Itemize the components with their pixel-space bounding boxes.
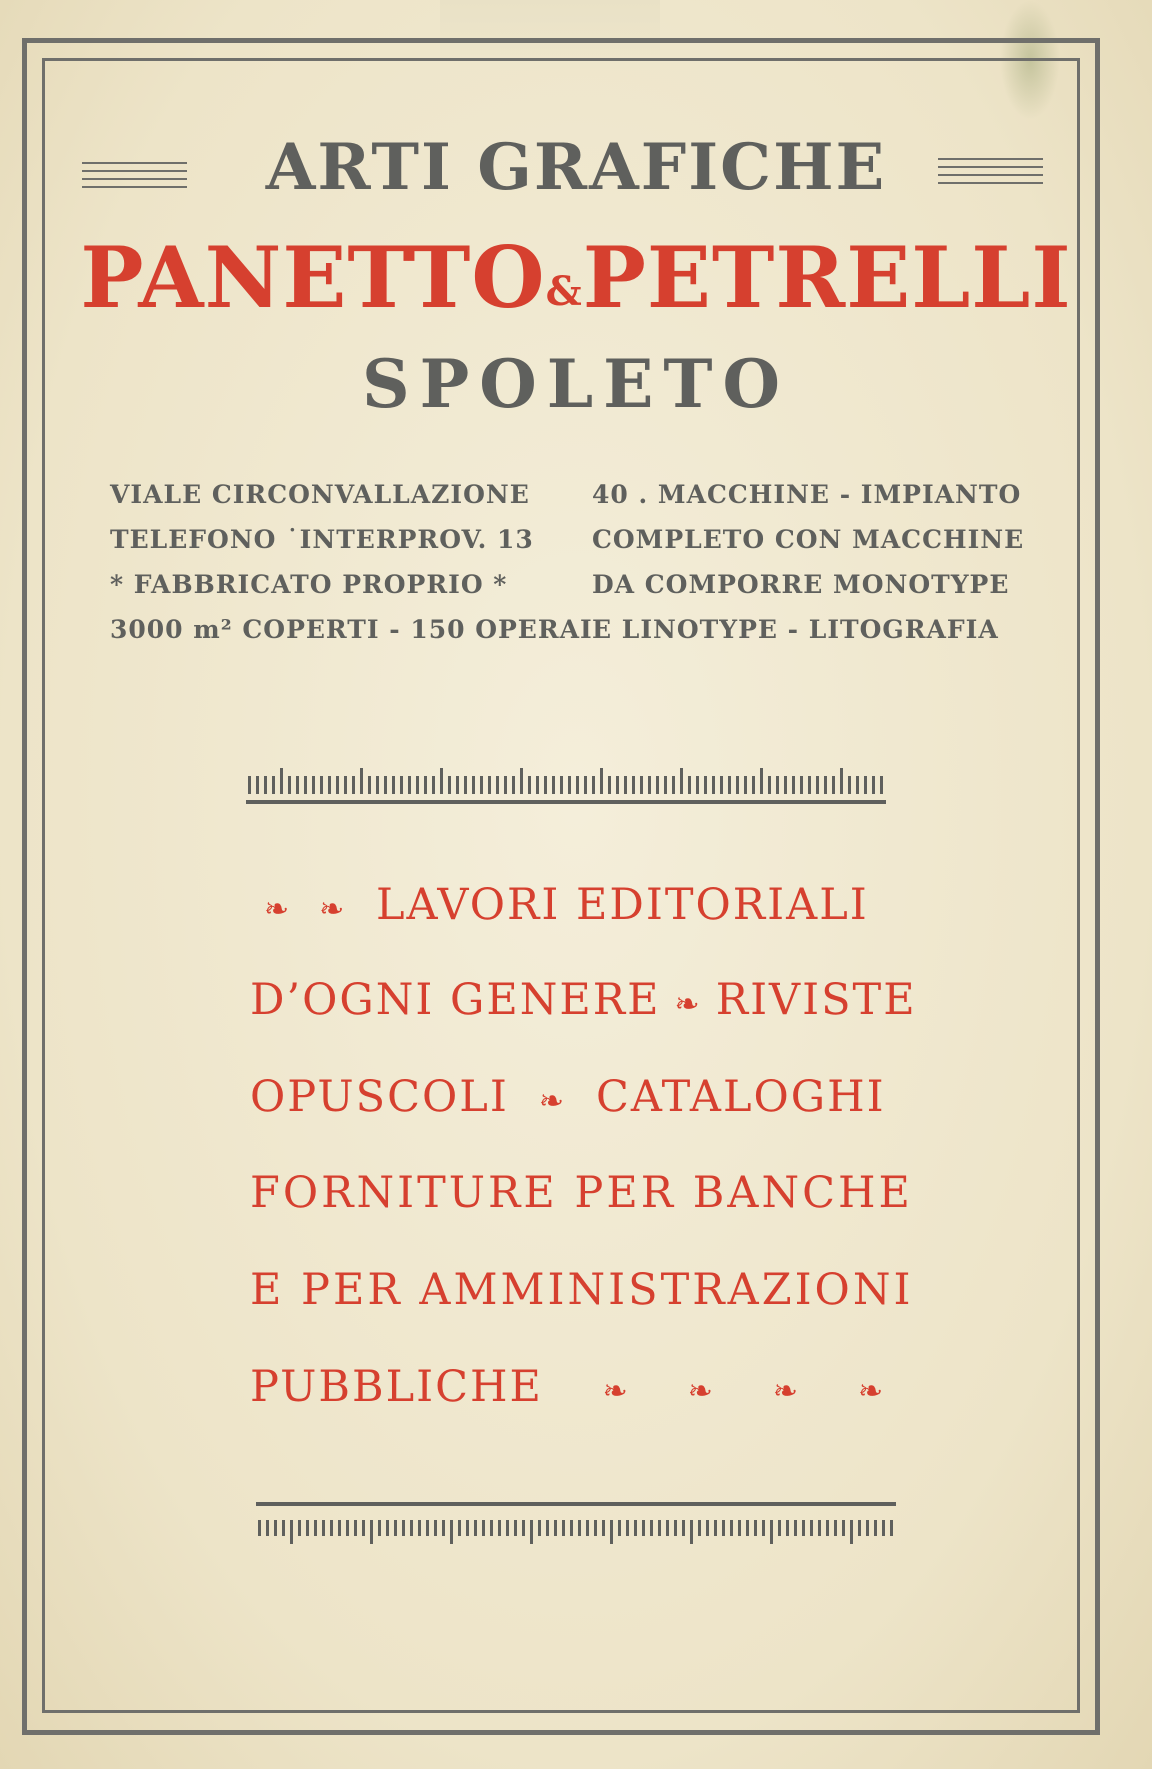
border-tick <box>786 1520 789 1536</box>
border-tick <box>490 1520 493 1536</box>
border-tick <box>706 1520 709 1536</box>
border-tick <box>570 1520 573 1536</box>
border-tick <box>256 776 259 794</box>
detail-left-4: 3000 m² COPERTI - 150 OPERAI <box>110 615 593 644</box>
border-tick <box>616 776 619 794</box>
border-tick <box>864 776 867 794</box>
ornament-icon: ❧ <box>674 987 702 1022</box>
border-tick <box>458 1520 461 1536</box>
detail-right-2: COMPLETO CON MACCHINE <box>592 525 1025 554</box>
border-tick <box>554 1520 557 1536</box>
border-tick <box>730 1520 733 1536</box>
border-tick <box>632 776 635 794</box>
border-tick <box>346 1520 349 1536</box>
border-tick <box>266 1520 269 1536</box>
border-tick <box>344 776 347 794</box>
border-tick <box>720 776 723 794</box>
border-tick <box>474 1520 477 1536</box>
border-tick <box>354 1520 357 1536</box>
border-tick <box>608 776 611 794</box>
border-tick <box>530 1520 533 1544</box>
decorative-border-top <box>246 762 886 812</box>
ornament-icon: ❧ <box>538 1084 566 1119</box>
services-line-4: FORNITURE PER BANCHE <box>250 1168 913 1218</box>
border-tick <box>466 1520 469 1536</box>
border-tick <box>258 1520 261 1536</box>
services-line-5: E PER AMMINISTRAZIONI <box>250 1265 914 1315</box>
border-tick <box>338 1520 341 1536</box>
border-tick <box>712 776 715 794</box>
border-tick <box>304 776 307 794</box>
border-tick <box>682 1520 685 1536</box>
border-tick <box>842 1520 845 1536</box>
border-tick <box>248 776 251 794</box>
border-tick <box>320 776 323 794</box>
border-tick <box>672 776 675 794</box>
border-tick <box>848 776 851 794</box>
border-tick <box>464 776 467 794</box>
border-tick <box>752 776 755 794</box>
border-tick <box>538 1520 541 1536</box>
border-tick <box>298 1520 301 1536</box>
border-tick <box>384 776 387 794</box>
border-tick <box>824 776 827 794</box>
services-text-1: LAVORI EDITORIALI <box>375 880 869 930</box>
border-tick <box>360 768 363 794</box>
border-tick <box>728 776 731 794</box>
detail-right-3: DA COMPORRE MONOTYPE <box>592 570 1010 599</box>
border-tick <box>840 768 843 794</box>
border-tick <box>658 1520 661 1536</box>
border-tick <box>440 768 443 794</box>
border-tick <box>722 1520 725 1536</box>
border-tick <box>296 776 299 794</box>
border-tick <box>410 1520 413 1536</box>
border-tick <box>504 776 507 794</box>
border-tick <box>648 776 651 794</box>
border-tick <box>656 776 659 794</box>
ornament-icon: ❧ <box>319 892 347 927</box>
ornament-icon: ❧ <box>858 1374 886 1409</box>
border-tick <box>778 1520 781 1536</box>
border-tick <box>400 776 403 794</box>
services-text-3b: CATALOGHI <box>595 1072 886 1122</box>
border-tick <box>434 1520 437 1536</box>
services-text-2a: D’OGNI GENERE <box>250 975 661 1025</box>
border-tick <box>498 1520 501 1536</box>
detail-right-1: 40 . MACCHINE - IMPIANTO <box>592 480 1022 509</box>
border-tick <box>762 1520 765 1536</box>
border-tick <box>680 768 683 794</box>
border-tick <box>576 776 579 794</box>
services-text-6: PUBBLICHE <box>250 1362 543 1412</box>
border-tick <box>618 1520 621 1536</box>
border-tick <box>674 1520 677 1536</box>
border-tick <box>488 776 491 794</box>
border-tick <box>506 1520 509 1536</box>
border-tick <box>624 776 627 794</box>
border-tick <box>424 776 427 794</box>
border-tick <box>642 1520 645 1536</box>
border-tick <box>610 1520 613 1544</box>
ornament-icon: ❧ <box>687 1374 715 1409</box>
border-tick <box>562 1520 565 1536</box>
border-tick <box>776 776 779 794</box>
border-tick <box>416 776 419 794</box>
border-tick <box>800 776 803 794</box>
decorative-border-bottom <box>256 1500 896 1550</box>
ornament-icon: ❧ <box>772 1374 801 1409</box>
border-tick <box>536 776 539 794</box>
services-text-3a: OPUSCOLI <box>250 1072 509 1122</box>
border-tick <box>514 1520 517 1536</box>
border-tick <box>856 776 859 794</box>
border-tick <box>328 776 331 794</box>
border-tick <box>402 1520 405 1536</box>
border-tick <box>288 776 291 794</box>
border-tick <box>330 1520 333 1536</box>
border-tick <box>832 776 835 794</box>
border-tick <box>802 1520 805 1536</box>
border-tick <box>688 776 691 794</box>
border-tick <box>442 1520 445 1536</box>
border-tick <box>784 776 787 794</box>
border-tick <box>312 776 315 794</box>
border-tick <box>378 1520 381 1536</box>
border-tick <box>370 1520 373 1544</box>
border-tick <box>528 776 531 794</box>
border-tick <box>770 1520 773 1544</box>
border-tick <box>282 1520 285 1536</box>
border-tick <box>872 776 875 794</box>
services-line-3 <box>250 1072 886 1122</box>
border-tick <box>418 1520 421 1536</box>
border-tick <box>314 1520 317 1536</box>
company-city: SPOLETO <box>361 345 791 423</box>
border-tick <box>850 1520 853 1544</box>
border-tick <box>874 1520 877 1536</box>
company-ampersand: & <box>545 268 583 315</box>
company-name <box>0 228 1152 327</box>
border-tick <box>336 776 339 794</box>
ornament-icon: ❧ <box>264 892 292 927</box>
border-tick <box>448 776 451 794</box>
border-tick <box>594 1520 597 1536</box>
border-tick <box>352 776 355 794</box>
border-tick <box>362 1520 365 1536</box>
border-tick <box>394 1520 397 1536</box>
border-tick <box>768 776 771 794</box>
border-tick <box>432 776 435 794</box>
border-tick <box>816 776 819 794</box>
border-tick <box>560 776 563 794</box>
border-tick <box>698 1520 701 1536</box>
border-tick <box>600 768 603 794</box>
border-tick <box>450 1520 453 1544</box>
border-tick <box>640 776 643 794</box>
border-tick <box>666 1520 669 1536</box>
border-tick <box>810 1520 813 1536</box>
border-tick <box>520 768 523 794</box>
border-tick <box>408 776 411 794</box>
border-tick <box>744 776 747 794</box>
header-title: ARTI GRAFICHE <box>265 130 887 205</box>
border-tick <box>866 1520 869 1536</box>
border-tick <box>746 1520 749 1536</box>
border-tick <box>280 768 283 794</box>
border-tick <box>736 776 739 794</box>
border-tick <box>738 1520 741 1536</box>
border-tick <box>568 776 571 794</box>
border-tick <box>306 1520 309 1536</box>
border-tick <box>322 1520 325 1536</box>
border-tick <box>664 776 667 794</box>
border-tick <box>696 776 699 794</box>
border-tick <box>290 1520 293 1544</box>
border-tick <box>426 1520 429 1536</box>
border-tick <box>704 776 707 794</box>
border-tick <box>386 1520 389 1536</box>
border-tick <box>792 776 795 794</box>
border-tick <box>482 1520 485 1536</box>
border-tick <box>512 776 515 794</box>
border-tick <box>392 776 395 794</box>
border-tick <box>264 776 267 794</box>
border-tick <box>586 1520 589 1536</box>
border-tick <box>592 776 595 794</box>
border-tick <box>626 1520 629 1536</box>
border-tick <box>882 1520 885 1536</box>
services-line-6 <box>250 1362 899 1412</box>
border-tick <box>578 1520 581 1536</box>
border-tick <box>456 776 459 794</box>
company-second: PETRELLI <box>582 228 1072 327</box>
border-tick <box>584 776 587 794</box>
border-tick <box>376 776 379 794</box>
border-tick <box>690 1520 693 1544</box>
border-tick <box>544 776 547 794</box>
border-tick <box>480 776 483 794</box>
border-tick <box>272 776 275 794</box>
border-tick <box>546 1520 549 1536</box>
border-tick <box>760 768 763 794</box>
services-line-2 <box>250 975 917 1025</box>
services-line-1 <box>250 880 869 930</box>
detail-left-3: * FABBRICATO PROPRIO * <box>110 570 508 599</box>
border-tick <box>650 1520 653 1536</box>
border-tick <box>834 1520 837 1536</box>
border-tick <box>496 776 499 794</box>
border-tick <box>858 1520 861 1536</box>
border-tick <box>826 1520 829 1536</box>
detail-right-4: E LINOTYPE - LITOGRAFIA <box>592 615 999 644</box>
border-tick <box>472 776 475 794</box>
border-tick <box>808 776 811 794</box>
border-tick <box>522 1520 525 1536</box>
border-tick <box>890 1520 893 1536</box>
border-tick <box>602 1520 605 1536</box>
detail-left-1: VIALE CIRCONVALLAZIONE <box>110 480 530 509</box>
services-text-2b: RIVISTE <box>715 975 917 1025</box>
detail-left-2: TELEFONO ˙INTERPROV. 13 <box>110 525 534 554</box>
border-tick <box>634 1520 637 1536</box>
border-tick <box>794 1520 797 1536</box>
border-tick <box>880 776 883 794</box>
border-tick <box>274 1520 277 1536</box>
border-tick <box>818 1520 821 1536</box>
ornament-icon: ❧ <box>602 1374 630 1409</box>
company-first: PANETTO <box>80 228 546 327</box>
border-tick <box>552 776 555 794</box>
border-tick <box>368 776 371 794</box>
border-tick <box>714 1520 717 1536</box>
border-tick <box>754 1520 757 1536</box>
